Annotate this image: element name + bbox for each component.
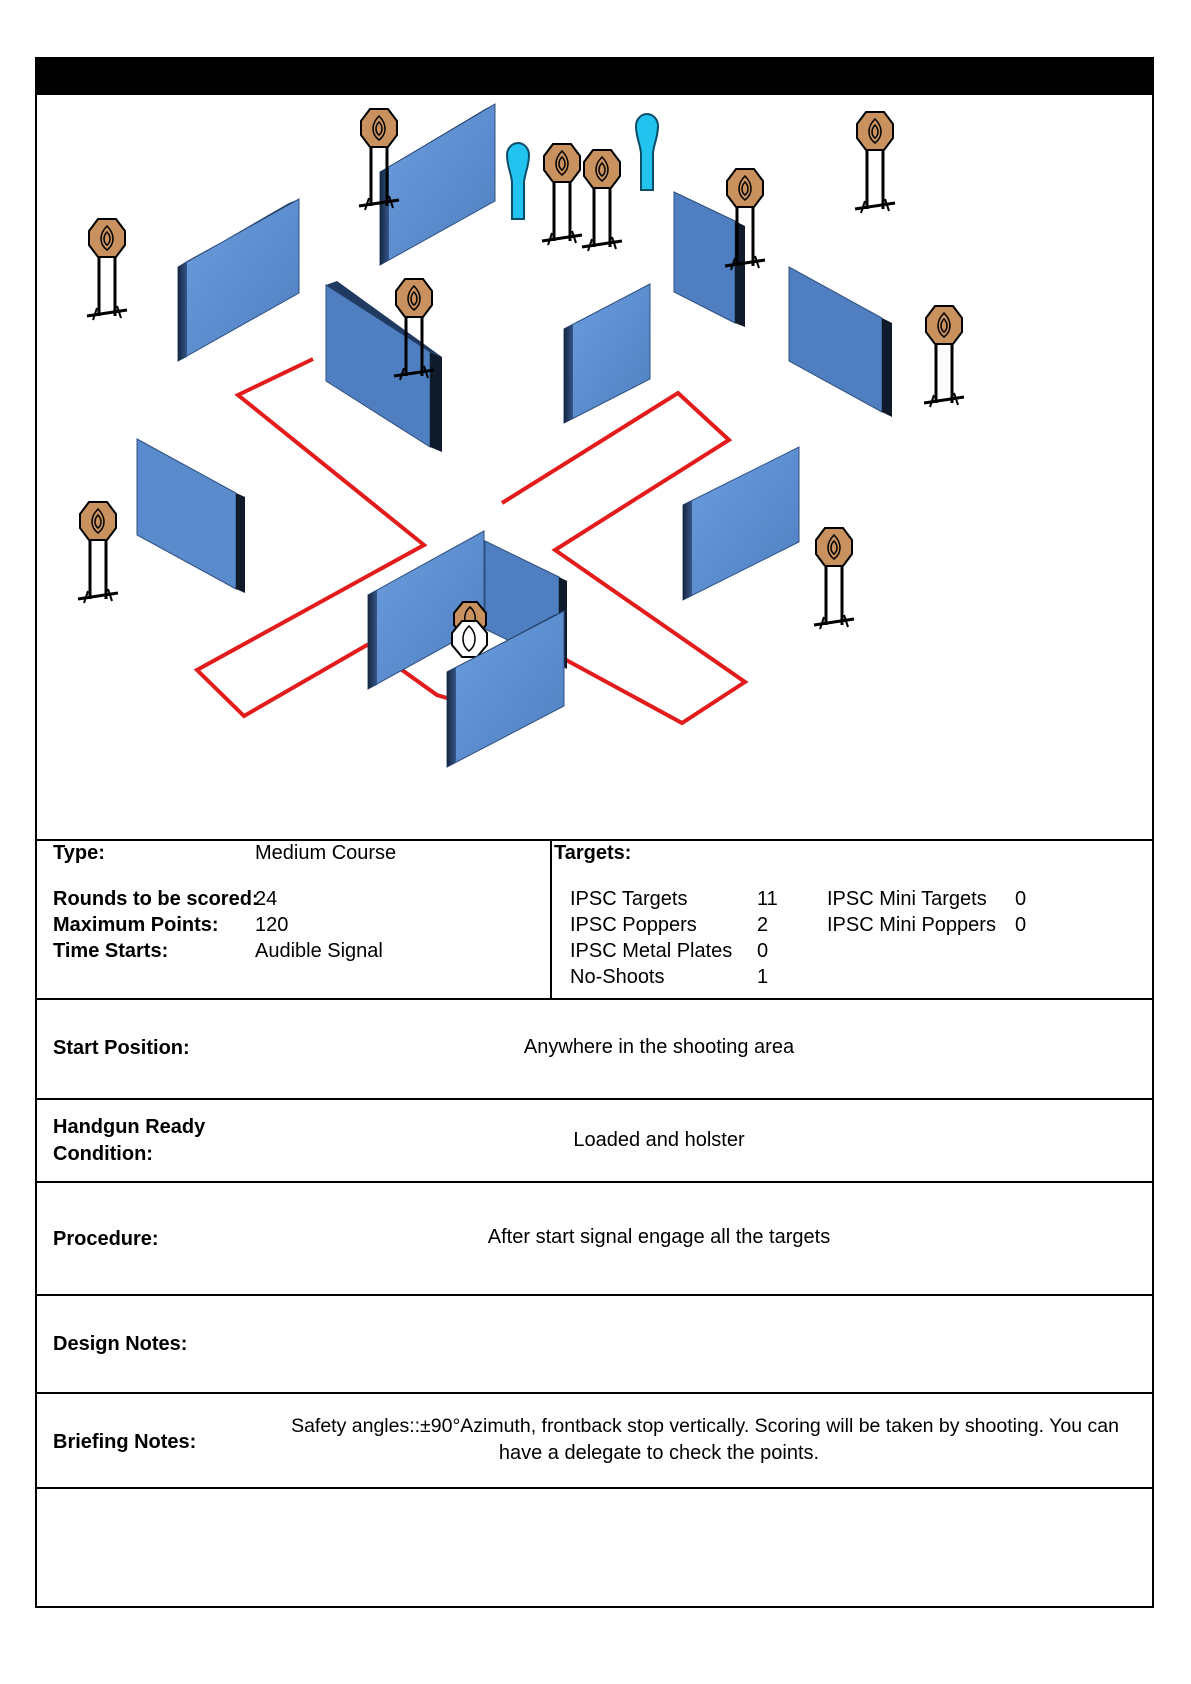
target-type-label: IPSC Mini Poppers <box>827 914 996 936</box>
ipsc-target <box>542 144 582 245</box>
procedure-label: Procedure: <box>53 1228 159 1250</box>
max-points-value: 120 <box>255 914 289 936</box>
procedure-value: After start signal engage all the targets <box>487 1226 831 1248</box>
popper-target <box>507 143 529 219</box>
targets-heading: Targets: <box>554 842 632 864</box>
type-value: Medium Course <box>255 842 397 864</box>
design-notes-label: Design Notes: <box>53 1333 188 1355</box>
target-type-label: IPSC Metal Plates <box>570 940 733 962</box>
time-starts-label: Time Starts: <box>53 940 169 962</box>
barrier-wall <box>137 439 245 593</box>
ready-condition-label-line2: Condition: <box>53 1143 153 1165</box>
ready-condition-label-line1: Handgun Ready <box>53 1116 206 1138</box>
barrier-wall <box>564 284 650 423</box>
target-type-count: 11 <box>757 888 778 910</box>
briefing-notes-line1: Safety angles::±90°Azimuth, frontback stop vertically. Scoring will be taken by shooting. You can <box>291 1415 1119 1437</box>
target-type-count: 0 <box>1015 888 1027 910</box>
barrier-wall <box>683 447 799 600</box>
divider <box>550 839 552 998</box>
start-position-value: Anywhere in the shooting area <box>523 1036 795 1058</box>
ipsc-target <box>924 306 964 407</box>
type-label: Type: <box>53 842 105 864</box>
rounds-label: Rounds to be scored: <box>53 888 259 910</box>
max-points-label: Maximum Points: <box>53 914 219 936</box>
target-type-count: 2 <box>757 914 769 936</box>
target-type-count: 0 <box>757 940 769 962</box>
rounds-value: 24 <box>255 888 278 910</box>
barrier-wall <box>789 267 892 417</box>
target-type-label: No-Shoots <box>570 966 665 988</box>
target-type-count: 1 <box>757 966 769 988</box>
target-type-label: IPSC Poppers <box>570 914 697 936</box>
briefing-notes-label: Briefing Notes: <box>53 1431 197 1453</box>
target-type-count: 0 <box>1015 914 1027 936</box>
divider <box>37 1181 1152 1183</box>
stage-diagram <box>37 95 1152 903</box>
divider <box>37 1098 1152 1100</box>
time-starts-value: Audible Signal <box>255 940 383 962</box>
barrier-wall <box>178 199 299 361</box>
ipsc-target <box>78 502 118 603</box>
briefing-notes-line2: have a delegate to check the points. <box>498 1442 820 1464</box>
ipsc-target <box>582 150 622 251</box>
ipsc-target <box>814 528 854 629</box>
divider <box>37 1294 1152 1296</box>
target-type-label: IPSC Mini Targets <box>827 888 987 910</box>
popper-target <box>636 114 658 190</box>
no-shoot-target <box>452 621 487 657</box>
divider <box>37 1392 1152 1394</box>
stage-sheet <box>35 57 1154 1608</box>
divider <box>37 998 1152 1000</box>
target-type-label: IPSC Targets <box>570 888 688 910</box>
ipsc-target <box>855 112 895 213</box>
ready-condition-value: Loaded and holster <box>573 1129 745 1151</box>
ipsc-target <box>87 219 127 320</box>
divider <box>37 1487 1152 1489</box>
start-position-label: Start Position: <box>53 1037 190 1059</box>
title-bar <box>37 59 1152 95</box>
